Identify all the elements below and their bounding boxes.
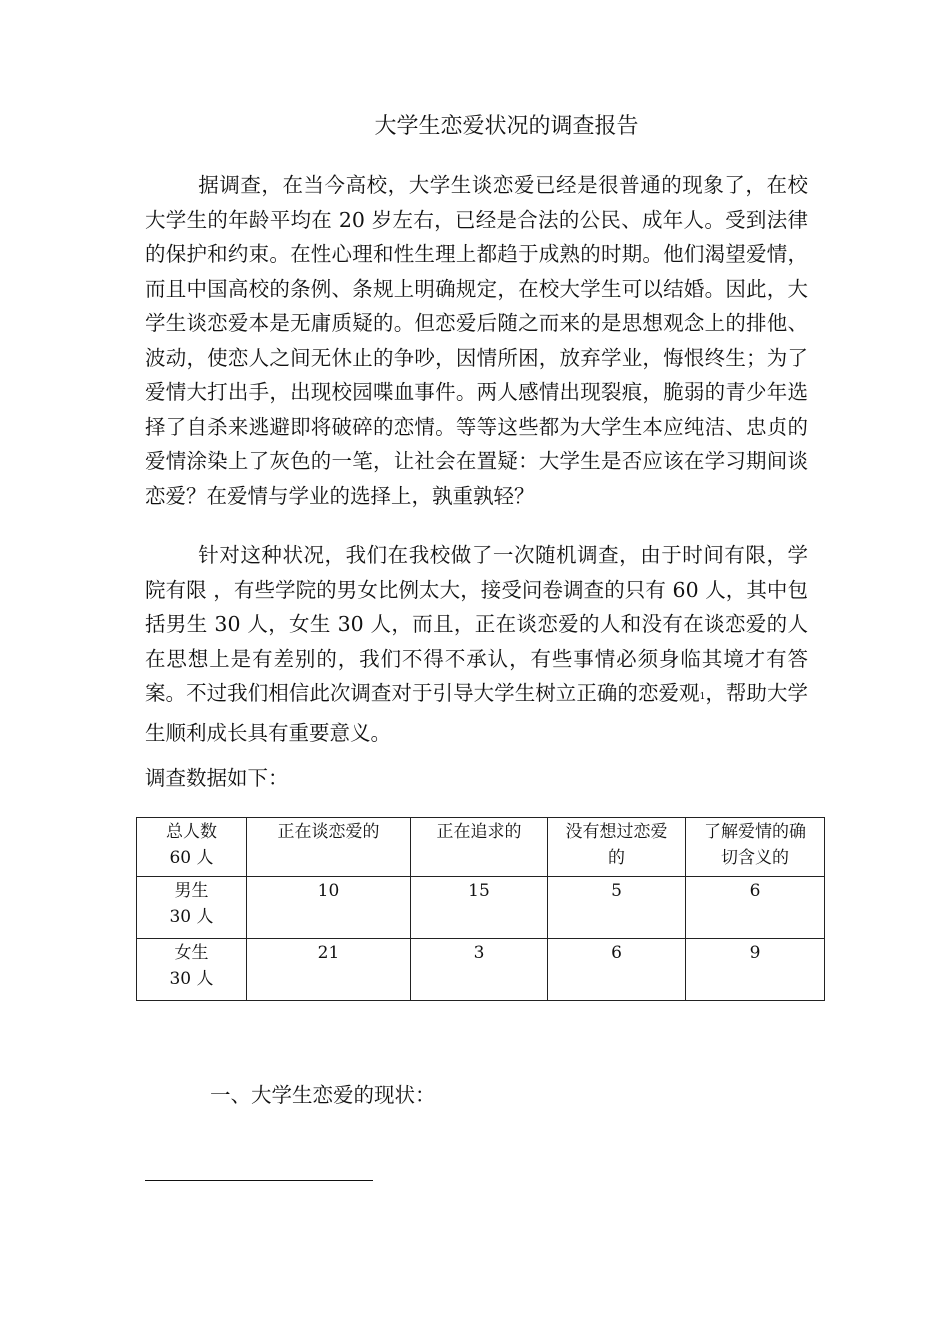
table-cell: 10 <box>247 877 411 939</box>
table-header-row <box>137 818 825 877</box>
method-paragraph-end: ，帮助大学生顺利成长具有重要意义。 <box>145 681 809 745</box>
header-understand-line1: 了解爱情的确 <box>704 822 806 842</box>
header-never-thought-line1: 没有想过恋爱 <box>565 822 668 842</box>
header-pursuing-label: 正在追求的 <box>436 822 522 842</box>
header-dating-cell <box>247 818 411 877</box>
header-understand-line2: 切含义的 <box>721 848 789 868</box>
method-paragraph-text: 针对这种状况，我们在我校做了一次随机调查，由于时间有限，学院有限 ，有些学院的男女比例太大，接受问卷调查的只有 60 人，其中包括男生 30 人，女生 30 人，而且，正在谈恋爱的人和没有在谈恋爱的人在思想上是有差别的，我们不得不承认，有些事情必须身临其境才有答案。不过我们相信此次调查对于引导大学生树立正确的恋爱观 <box>145 543 808 705</box>
data-intro-label: 调查数据如下： <box>145 766 289 790</box>
header-never-thought-cell <box>548 818 686 877</box>
row-label: 男生 <box>174 881 209 901</box>
intro-paragraph: 据调查，在当今高校，大学生谈恋爱已经是很普通的现象了，在校大学生的年龄平均在 20 岁左右，已经是合法的公民、成年人。受到法律的保护和约束。在性心理和性生理上都趋于成熟的时期。他们渴望爱情，而且中国高校的条例、条规上明确规定，在校大学生可以结婚。因此，大学生谈恋爱本是无庸质疑的。但恋爱后随之而来的是思想观念上的排他、波动，使恋人之间无休止的争吵，因情所困，放弃学业，悔恨终生；为了爱情大打出手，出现校园喋血事件。两人感情出现裂痕，脆弱的青少年选择了自杀来逃避即将破碎的恋情。等等这些都为大学生本应纯洁、忠贞的爱情涂染上了灰色的一笔，让社会在置疑：大学生是否应该在学习期间谈恋爱？在爱情与学业的选择上，孰重孰轻？ <box>145 173 808 508</box>
header-pursuing-cell <box>411 818 548 877</box>
table-cell: 5 <box>548 877 686 939</box>
header-dating-label: 正在谈恋爱的 <box>277 822 380 842</box>
row-label-cell <box>137 939 247 1001</box>
method-paragraph <box>145 538 808 750</box>
section-heading: 一、大学生恋爱的现状： <box>210 1083 436 1107</box>
table-cell: 15 <box>411 877 548 939</box>
table-cell: 3 <box>411 939 548 1001</box>
document-title: 大学生恋爱状况的调查报告 <box>374 114 639 139</box>
header-total-count: 60 人 <box>169 848 214 868</box>
header-never-thought-line2: 的 <box>608 848 625 868</box>
header-understand-cell <box>686 818 825 877</box>
survey-table <box>136 817 825 1001</box>
header-total-label: 总人数 <box>166 822 217 842</box>
table-cell: 6 <box>686 877 825 939</box>
row-count: 30 人 <box>169 969 214 989</box>
table-row-male <box>137 877 825 939</box>
table-cell: 21 <box>247 939 411 1001</box>
footnote-separator <box>145 1180 373 1181</box>
row-label-cell <box>137 877 247 939</box>
table-row-female <box>137 939 825 1001</box>
header-total-cell <box>137 818 247 877</box>
footnote-reference[interactable]: 1 <box>699 692 706 702</box>
row-count: 30 人 <box>169 907 214 927</box>
table-cell: 6 <box>548 939 686 1001</box>
row-label: 女生 <box>174 943 209 963</box>
table-cell: 9 <box>686 939 825 1001</box>
